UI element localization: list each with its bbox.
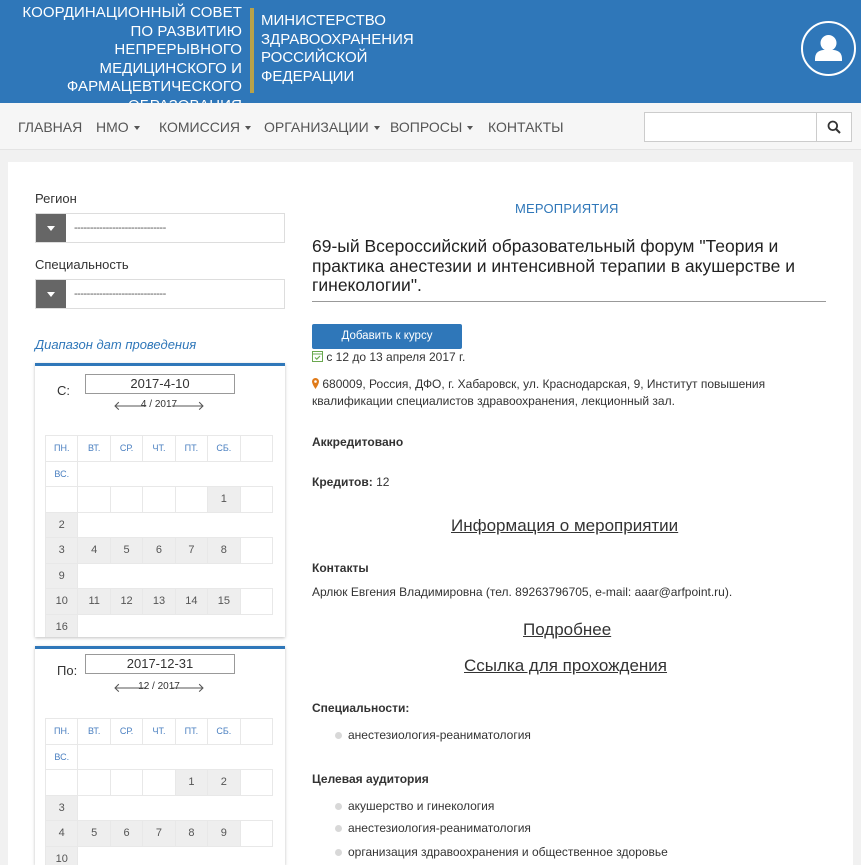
caret-down-icon	[467, 126, 473, 130]
weekday-header: ВС.	[46, 461, 78, 487]
event-info-link[interactable]: Информация о мероприятии	[451, 516, 679, 535]
calendar-day[interactable]: 15	[208, 589, 240, 615]
search-input[interactable]	[644, 112, 817, 142]
nav-nmo[interactable]: НМО	[96, 119, 140, 135]
date-from-input[interactable]: 2017-4-10	[85, 374, 235, 394]
weekday-header: СБ.	[208, 719, 240, 745]
audience-label: Целевая аудитория	[312, 772, 429, 786]
calendar-day[interactable]: 7	[175, 538, 207, 564]
council-title[interactable]: КООРДИНАЦИОННЫЙ СОВЕТ ПО РАЗВИТИЮ НЕПРЕРЫВНОГО МЕДИЦИНСКОГО И ФАРМАЦЕВТИЧЕСКОГО	[22, 4, 242, 95]
add-to-course-button[interactable]: Добавить к курсу	[312, 324, 462, 349]
contacts-text: Арлюк Евгения Владимировна (тел. 89263796705, e-mail: aaar@arfpoint.ru).	[312, 585, 733, 599]
nav-commission[interactable]: КОМИССИЯ	[159, 119, 251, 135]
calendar-day[interactable]: 10	[46, 589, 78, 615]
weekday-header: ЧТ.	[143, 436, 175, 462]
calendar-day[interactable]: 8	[175, 821, 207, 847]
weekday-header: ВТ.	[78, 436, 110, 462]
month-label: 4 / 2017	[140, 399, 178, 410]
month-nav	[109, 681, 209, 695]
calendar-day[interactable]: 6	[143, 538, 175, 564]
nav-contacts[interactable]: КОНТАКТЫ	[488, 119, 564, 135]
month-nav	[109, 399, 209, 413]
nav-home[interactable]: ГЛАВНАЯ	[18, 119, 83, 135]
calendar-day[interactable]: 12	[110, 589, 142, 615]
calendar-day[interactable]: 2	[46, 512, 78, 538]
calendar-grid	[45, 435, 273, 637]
date-range-label: Диапазон дат проведения	[35, 337, 197, 352]
credits: Кредитов: 12	[312, 475, 390, 489]
list-item: анестезиология-реаниматология	[335, 821, 531, 835]
contacts-label: Контакты	[312, 561, 369, 575]
date-to-picker	[35, 646, 285, 865]
weekday-header: ЧТ.	[143, 719, 175, 745]
list-item: организация здравоохранения и общественное здоровье	[335, 845, 668, 859]
date-to-label: По:	[57, 663, 78, 678]
title-divider	[312, 301, 826, 302]
event-address: 680009, Россия, ДФО, г. Хабаровск, ул. Краснодарская, 9, Институт повышения квалификации специалистов здравоохранения, лекционный зал.	[312, 377, 766, 408]
weekday-header: ПТ.	[175, 436, 207, 462]
search-icon	[827, 120, 841, 134]
weekday-header: СР.	[110, 719, 142, 745]
calendar-day[interactable]: 3	[46, 795, 78, 821]
caret-down-icon	[374, 126, 380, 130]
arrow-left-icon[interactable]: 🡐	[113, 680, 148, 695]
caret-down-icon	[134, 126, 140, 130]
arrow-right-icon[interactable]: 🡒	[170, 398, 205, 413]
month-label: 12 / 2017	[138, 681, 180, 692]
weekday-header: СР.	[110, 436, 142, 462]
user-icon	[803, 23, 854, 74]
arrow-left-icon[interactable]: 🡐	[113, 398, 148, 413]
calendar-day[interactable]: 4	[46, 821, 78, 847]
header-divider	[250, 8, 254, 93]
region-label: Регион	[35, 191, 77, 206]
date-to-input[interactable]: 2017-12-31	[85, 654, 235, 674]
calendar-icon	[312, 350, 323, 362]
chevron-down-icon	[36, 214, 66, 242]
calendar-day[interactable]: 3	[46, 538, 78, 564]
pass-link[interactable]: Ссылка для прохождения	[464, 656, 668, 675]
calendar-day[interactable]: 11	[78, 589, 110, 615]
calendar-day[interactable]: 5	[110, 538, 142, 564]
user-avatar-button[interactable]	[801, 21, 856, 76]
calendar-day[interactable]: 14	[175, 589, 207, 615]
calendar-day[interactable]: 9	[46, 563, 78, 589]
nav-organizations[interactable]: ОРГАНИЗАЦИИ	[264, 119, 380, 135]
weekday-header: ВТ.	[78, 719, 110, 745]
date-from-label: С:	[57, 383, 70, 398]
calendar-day[interactable]: 8	[208, 538, 240, 564]
more-link[interactable]: Подробнее	[523, 620, 612, 639]
section-title: МЕРОПРИЯТИЯ	[515, 201, 619, 216]
event-dates: с 12 до 13 апреля 2017 г.	[312, 350, 465, 364]
arrow-right-icon[interactable]: 🡒	[170, 680, 205, 695]
calendar-day[interactable]: 16	[46, 614, 78, 637]
calendar-day[interactable]: 5	[78, 821, 110, 847]
weekday-header: ПН.	[46, 719, 78, 745]
weekday-header: СБ.	[208, 436, 240, 462]
calendar-grid	[45, 718, 273, 865]
list-item: анестезиология-реаниматология	[335, 728, 531, 742]
calendar-day[interactable]: 1	[208, 487, 240, 513]
ministry-title[interactable]: МИНИСТЕРСТВО ЗДРАВООХРАНЕНИЯ РОССИЙСКОЙ ФЕДЕРАЦИИ	[261, 12, 414, 85]
calendar-day[interactable]: 7	[143, 821, 175, 847]
map-marker-icon	[312, 378, 319, 389]
caret-down-icon	[245, 126, 251, 130]
specialty-label: Специальность	[35, 257, 129, 272]
list-item: акушерство и гинекология	[335, 799, 494, 813]
calendar-day[interactable]: 6	[110, 821, 142, 847]
date-from-picker	[35, 363, 285, 637]
nav-questions[interactable]: ВОПРОСЫ	[390, 119, 473, 135]
site-header	[0, 0, 861, 103]
weekday-header: ПТ.	[175, 719, 207, 745]
weekday-header: ПН.	[46, 436, 78, 462]
accredited-label: Аккредитовано	[312, 435, 404, 449]
region-select[interactable]: -----------------------------	[35, 213, 285, 243]
calendar-day[interactable]: 9	[208, 821, 240, 847]
specialty-select[interactable]: -----------------------------	[35, 279, 285, 309]
calendar-day[interactable]: 13	[143, 589, 175, 615]
search-button[interactable]	[816, 112, 852, 142]
calendar-day[interactable]: 1	[175, 770, 207, 796]
calendar-day[interactable]: 4	[78, 538, 110, 564]
specialties-label: Специальности:	[312, 701, 410, 715]
weekday-header: ВС.	[46, 744, 78, 770]
calendar-day[interactable]: 2	[208, 770, 240, 796]
chevron-down-icon	[36, 280, 66, 308]
event-title: 69-ый Всероссийский образовательный форум "Теория и практика анестезии и интенсивной терапии в акушерстве и гинекологии".	[312, 236, 795, 295]
calendar-day[interactable]: 10	[46, 846, 78, 865]
